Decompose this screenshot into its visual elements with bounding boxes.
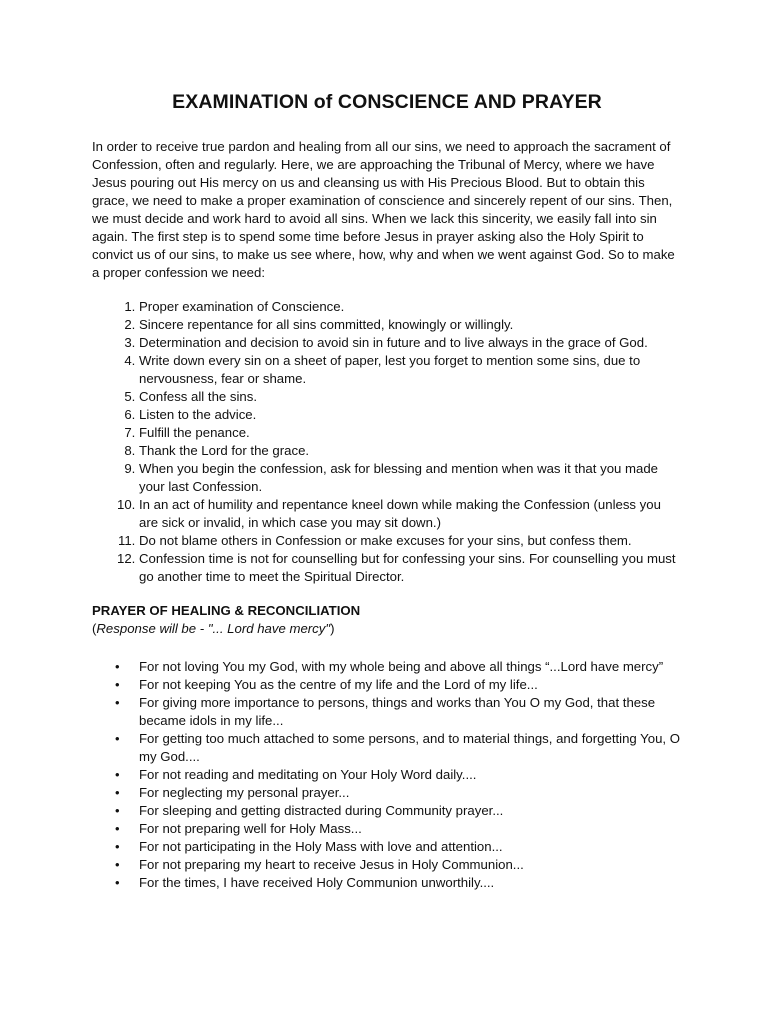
list-item: 5. Confess all the sins. — [139, 388, 682, 406]
petition-text: For not preparing my heart to receive Jesus in Holy Communion... — [139, 857, 524, 872]
bullet-icon: • — [115, 803, 120, 818]
list-item: 12. Confession time is not for counselling but for confessing your sins. For counselling you must go another time to meet the Spiritual Director. — [139, 550, 682, 586]
petition-text: For neglecting my personal prayer... — [139, 785, 350, 800]
response-line — [92, 620, 682, 638]
intro-paragraph: In order to receive true pardon and healing from all our sins, we need to approach the sacrament of Confession, often and regularly. Here, we are approaching the Tribunal of Mercy, where we have Jesus pouring out His mercy on us and cleansing us with His Precious Blood. But to obtain this grace, we need to make a proper examination of conscience and sincerely repent of our sins. Then, we must decide and work hard to avoid all sins. When we lack this sincerity, we easily fall into sin again. The first step is to spend some time before Jesus in prayer asking also the Holy Spirit to convict us of our sins, to make us see where, how, why and when we went against God. So to make a proper confession we need: — [92, 139, 675, 280]
petition-text: For not preparing well for Holy Mass... — [139, 821, 362, 836]
bullet-icon: • — [115, 785, 120, 800]
list-item — [115, 802, 682, 820]
list-item: 10. In an act of humility and repentance kneel down while making the Confession (unless you are sick or invalid, in which case you may sit down.) — [139, 496, 682, 532]
bullet-icon: • — [115, 731, 120, 746]
list-item — [115, 658, 682, 676]
list-item — [115, 856, 682, 874]
prayer-heading: PRAYER OF HEALING & RECONCILIATION — [92, 603, 361, 618]
list-item — [115, 820, 682, 838]
bullet-icon: • — [115, 767, 120, 782]
list-item: 8. Thank the Lord for the grace. — [139, 442, 682, 460]
list-item — [115, 676, 682, 694]
bullet-icon: • — [115, 677, 120, 692]
list-item — [115, 784, 682, 802]
list-item: 4. Write down every sin on a sheet of paper, lest you forget to mention some sins, due to nervousness, fear or shame. — [139, 352, 682, 388]
list-item — [115, 694, 682, 730]
list-item — [115, 730, 682, 766]
bullet-icon: • — [115, 659, 120, 674]
petition-text: For the times, I have received Holy Communion unworthily.... — [139, 875, 495, 890]
bullet-icon: • — [115, 875, 120, 890]
bullet-icon: • — [115, 821, 120, 836]
list-item: 1. Proper examination of Conscience. — [139, 298, 682, 316]
petitions-list — [92, 658, 682, 892]
document-page — [92, 88, 682, 892]
bullet-icon: • — [115, 857, 120, 872]
bullet-icon: • — [115, 839, 120, 854]
list-item: 11. Do not blame others in Confession or make excuses for your sins, but confess them. — [139, 532, 682, 550]
petition-text: For not keeping You as the centre of my life and the Lord of my life... — [139, 677, 538, 692]
list-item — [115, 838, 682, 856]
list-item: 2. Sincere repentance for all sins committed, knowingly or willingly. — [139, 316, 682, 334]
petition-text: For giving more importance to persons, things and works than You O my God, that these became idols in my life... — [139, 695, 656, 728]
petition-text: For sleeping and getting distracted during Community prayer... — [139, 803, 504, 818]
bullet-icon: • — [115, 695, 120, 710]
petition-text: For not participating in the Holy Mass with love and attention... — [139, 839, 503, 854]
response-open-paren: ( — [92, 621, 97, 636]
list-item: 7. Fulfill the penance. — [139, 424, 682, 442]
list-item: 3. Determination and decision to avoid sin in future and to live always in the grace of God. — [139, 334, 682, 352]
confession-steps-list — [92, 298, 682, 586]
list-item: 6. Listen to the advice. — [139, 406, 682, 424]
petition-text: For not reading and meditating on Your Holy Word daily.... — [139, 767, 477, 782]
list-item — [115, 874, 682, 892]
document-title: EXAMINATION of CONSCIENCE AND PRAYER — [172, 91, 602, 113]
list-item — [115, 766, 682, 784]
petition-text: For not loving You my God, with my whole being and above all things “...Lord have mercy” — [139, 659, 664, 674]
petition-text: For getting too much attached to some persons, and to material things, and forgetting You, O my God.... — [139, 731, 681, 764]
response-text: Response will be - "... Lord have mercy" — [96, 621, 331, 636]
list-item: 9. When you begin the confession, ask for blessing and mention when was it that you made your last Confession. — [139, 460, 682, 496]
response-close-paren: ) — [330, 621, 335, 636]
